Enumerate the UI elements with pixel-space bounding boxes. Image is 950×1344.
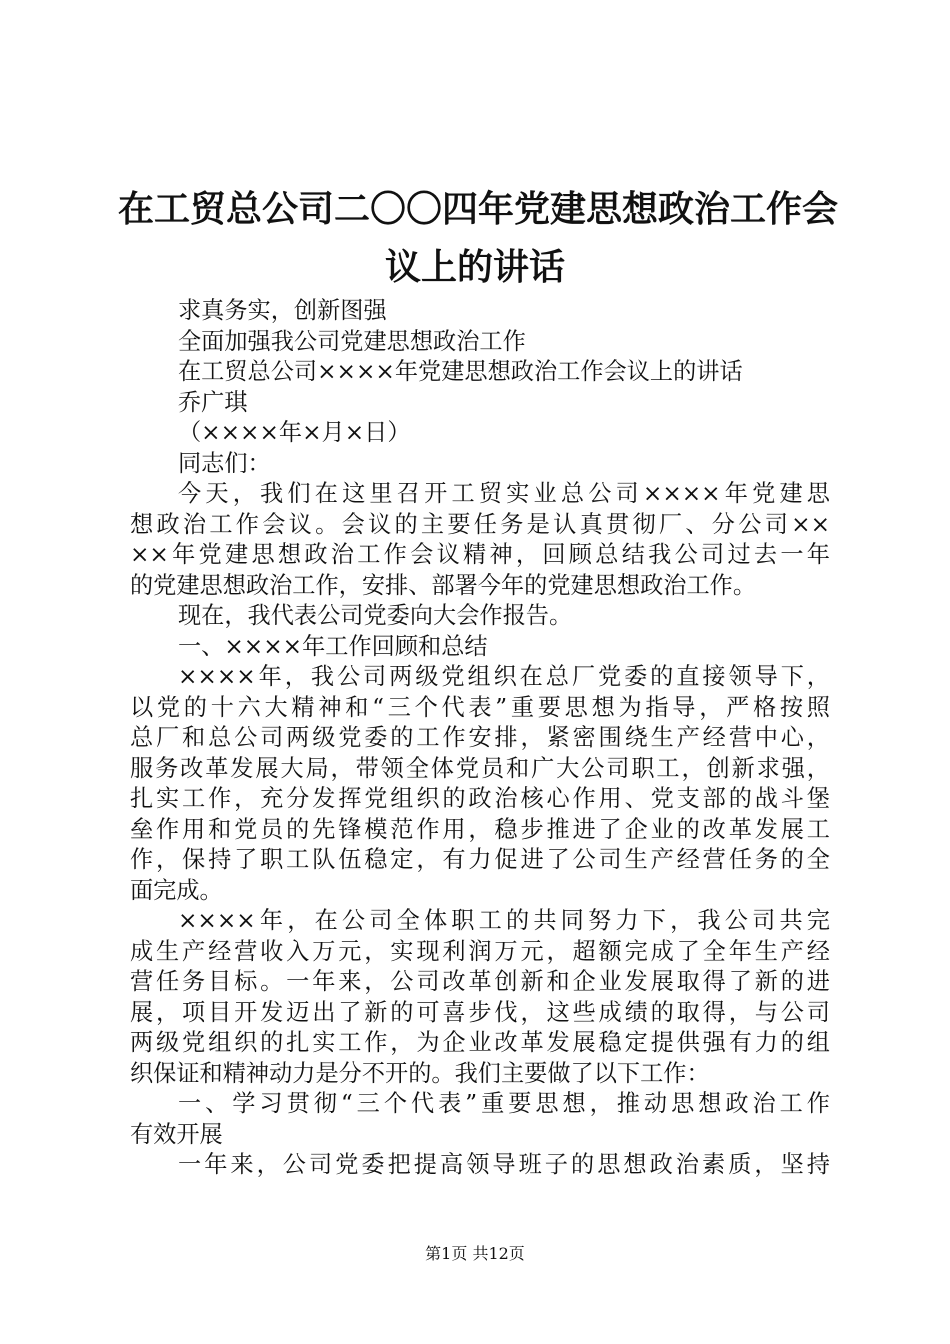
paragraph-line: 一年来，公司党委把提高领导班子的思想政治素质，坚持 xyxy=(178,1151,830,1178)
title-line-1: 在工贸总公司二〇〇四年党建思想政治工作会 xyxy=(118,188,839,230)
paragraph-line: 的党建思想政治工作，安排、部署今年的党建思想政治工作。 xyxy=(130,571,757,599)
paragraph-line: 想政治工作会议。会议的主要任务是认真贯彻厂、分公司×× xyxy=(130,510,830,538)
paragraph-line: 扎实工作，充分发挥党组织的政治核心作用、党支部的战斗堡 xyxy=(130,785,830,812)
page-footer: 第1页 共12页 xyxy=(425,1244,525,1263)
paragraph-line: 成生产经营收入万元，实现利润万元，超额完成了全年生产经 xyxy=(130,937,830,965)
subsection-heading-continued: 有效开展 xyxy=(130,1120,223,1148)
subtitle-theme: 全面加强我公司党建思想政治工作 xyxy=(178,327,526,355)
paragraph-line: 总厂和总公司两级党委的工作安排，紧密围绕生产经营中心， xyxy=(130,724,830,751)
title-line-2: 议上的讲话 xyxy=(384,246,565,288)
section-heading: 一、××××年工作回顾和总结 xyxy=(178,632,488,660)
subtitle-slogan: 求真务实，创新图强 xyxy=(178,297,387,324)
paragraph-line: 作，保持了职工队伍稳定，有力促进了公司生产经营任务的全 xyxy=(130,846,830,873)
paragraph-line: ××年党建思想政治工作会议精神，回顾总结我公司过去一年 xyxy=(130,541,830,568)
document-title xyxy=(118,180,839,296)
paragraph-line: 服务改革发展大局，带领全体党员和广大公司职工，创新求强， xyxy=(130,754,830,782)
speech-date: （××××年×月×日） xyxy=(178,419,411,446)
paragraph-line: 展，项目开发迈出了新的可喜步伐，这些成绩的取得，与公司 xyxy=(130,998,830,1026)
paragraph-line: 垒作用和党员的先锋模范作用，稳步推进了企业的改革发展工 xyxy=(130,815,830,843)
paragraph-line: 以党的十六大精神和“三个代表”重要思想为指导，严格按照 xyxy=(130,693,830,721)
subtitle-occasion: 在工贸总公司××××年党建思想政治工作会议上的讲话 xyxy=(178,358,743,385)
paragraph-line: ××××年，我公司两级党组织在总厂党委的直接领导下， xyxy=(178,663,830,690)
paragraph-line: 面完成。 xyxy=(130,876,223,904)
paragraph-line: 织保证和精神动力是分不开的。我们主要做了以下工作： xyxy=(130,1059,710,1087)
salutation: 同志们： xyxy=(178,449,271,477)
speaker-name: 乔广琪 xyxy=(178,388,248,416)
paragraph-line: 两级党组织的扎实工作，为企业改革发展稳定提供强有力的组 xyxy=(130,1029,830,1056)
paragraph-line: 今天，我们在这里召开工贸实业总公司××××年党建思 xyxy=(178,480,830,507)
paragraph-line: 营任务目标。一年来，公司改革创新和企业发展取得了新的进 xyxy=(130,968,830,995)
paragraph-line: ××××年，在公司全体职工的共同努力下，我公司共完 xyxy=(178,907,830,934)
paragraph-line: 现在，我代表公司党委向大会作报告。 xyxy=(178,602,573,629)
document-body xyxy=(130,296,830,1181)
subsection-heading: 一、学习贯彻“三个代表”重要思想，推动思想政治工作 xyxy=(178,1090,830,1117)
